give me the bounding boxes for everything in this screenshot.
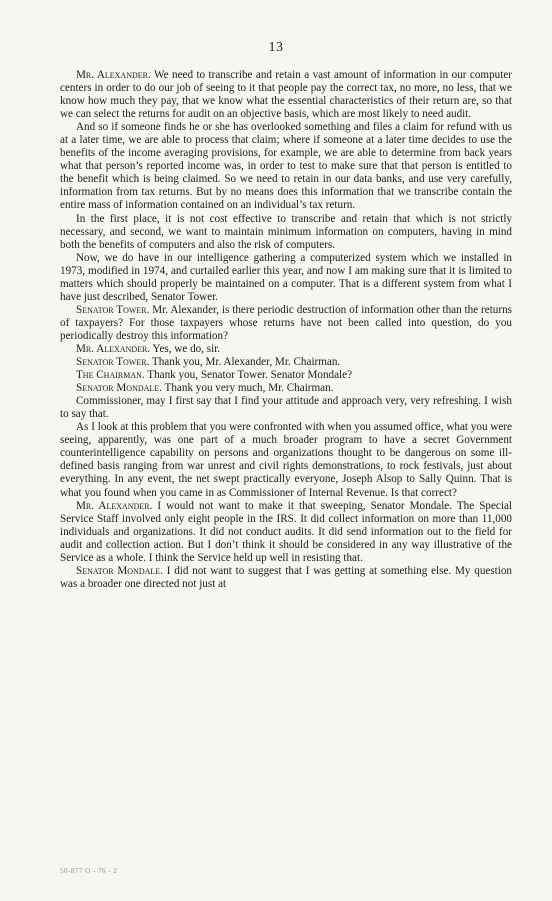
transcript-paragraph bbox=[60, 356, 512, 369]
page-number: 13 bbox=[268, 40, 284, 55]
paragraph-text: Thank you very much, Mr. Chairman. bbox=[161, 382, 334, 395]
transcript-paragraph bbox=[60, 343, 512, 356]
speaker-name: Mr. Alexander. bbox=[76, 69, 151, 81]
paragraph-text: And so if someone finds he or she has overlooked something and files a claim for refund with us at a later time, we are able to process that claim; where if someone at a later time decides to use the benefits of the income averaging provisions, for example, we are able to determine from back years what that person’s reported income was, in order to test to make sure that that person is entitled to the benefit which is being claimed. So we need to retain in our data banks, and use very carefully, information from tax returns. But by no means does this information that we transcribe contain the entire mass of information contained on an individual’s tax return. bbox=[60, 121, 512, 212]
paragraph-text: I would not want to make it that sweeping, Senator Mondale. The Special Service Staff involved only eight people in the IRS. It did collect information on more than 11,000 individuals and organizations. It did not conduct audits. It did send information out to the field for audit and collection action. But I don’t think it should be considered in any way illustrative of the Service as a whole. I think the Service held up well in resisting that. bbox=[60, 499, 512, 564]
paragraph-text: As I look at this problem that you were confronted with when you assumed office, what you were seeing, apparently, was one part of a much broader program to have a secret Government counterintelligence capability on persons and organizations thought to be dangerous on some ill-defined basis ranging from war unrest and civil rights demonstrations, to rock festivals, just about everything. In any event, the net swept practically everyone, Joseph Alsop to Sally Quinn. That is what you found when you came in as Commissioner of Internal Revenue. Is that correct? bbox=[60, 421, 512, 499]
transcript-paragraph bbox=[60, 252, 512, 304]
transcript-paragraph bbox=[60, 500, 512, 565]
speaker-name: Senator Tower. bbox=[76, 356, 150, 369]
speaker-name: Senator Tower. bbox=[76, 303, 150, 316]
transcript-paragraph bbox=[60, 213, 512, 252]
paragraph-text: We need to transcribe and retain a vast amount of information in our computer centers in order to do our job of seeing to it that people pay the correct tax, no more, no less, that we know how much they pay, that we know what the essential characteristics of their return are, so that we can select the returns for audit on an objective basis, which are most likely to need audit. bbox=[60, 69, 512, 121]
paragraph-text: I did not want to suggest that I was getting at something else. My question was a broader one directed not just at bbox=[60, 564, 512, 590]
speaker-name: Mr. Alexander. bbox=[76, 342, 151, 355]
transcript-paragraph bbox=[60, 369, 512, 382]
paragraph-text: Yes, we do, sir. bbox=[150, 342, 221, 355]
speaker-name: Mr. Alexander. bbox=[76, 499, 153, 512]
paragraph-text: Commissioner, may I first say that I find your attitude and approach very, very refreshing. I wish to say that. bbox=[60, 395, 512, 421]
speaker-name: The Chairman. bbox=[76, 369, 145, 382]
transcript-paragraph bbox=[60, 395, 512, 421]
paragraph-text: In the first place, it is not cost effective to transcribe and retain that which is not strictly necessary, and second, we want to maintain minimum information on computers, having in mind both the benefits of computers and also the risk of computers. bbox=[60, 212, 512, 251]
transcript-paragraph bbox=[60, 565, 512, 591]
speaker-name: Senator Mondale. bbox=[76, 564, 163, 577]
speaker-name: Senator Mondale. bbox=[76, 382, 162, 395]
printing-code: 50-877 O - 76 - 2 bbox=[60, 867, 118, 875]
transcript-paragraph bbox=[60, 69, 512, 121]
transcript-paragraph bbox=[60, 304, 512, 343]
paragraph-text: Thank you, Mr. Alexander, Mr. Chairman. bbox=[149, 356, 341, 369]
transcript-paragraph bbox=[60, 121, 512, 212]
paragraph-text: Thank you, Senator Tower. Senator Mondale? bbox=[144, 369, 353, 382]
transcript-body bbox=[60, 69, 512, 591]
paragraph-text: Now, we do have in our intelligence gathering a computerized system which we installed in 1973, modified in 1974, and curtailed earlier this year, and now I am making sure that it is limited to matters which should properly be maintained on a computer. That is a different system from what I have just described, Senator Tower. bbox=[60, 251, 512, 303]
transcript-paragraph bbox=[60, 421, 512, 499]
transcript-paragraph bbox=[60, 382, 512, 395]
paragraph-text: Mr. Alexander, is there periodic destruction of information other than the returns of taxpayers? For those taxpayers whose returns have not been called into question, do you periodically destroy this information? bbox=[60, 303, 512, 342]
